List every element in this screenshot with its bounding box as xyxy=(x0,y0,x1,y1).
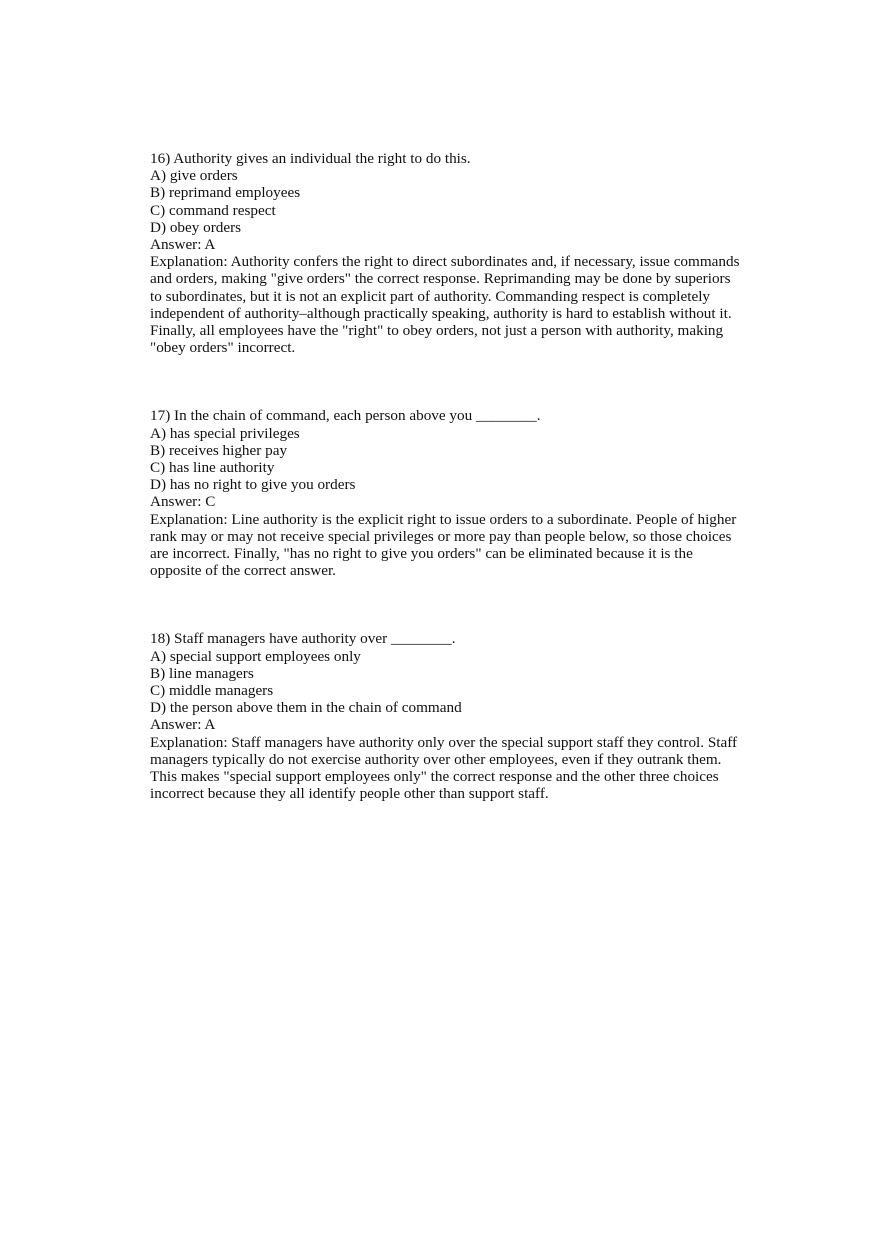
explanation: Explanation: Line authority is the explicit right to issue orders to a subordinate. People of higher rank may or may not receive special privileges or more pay than people below, so those choices are incorrect. Finally, "has no right to give you orders" can be eliminated because it is the opposite of the correct answer. xyxy=(150,510,737,580)
option-a: A) special support employees only xyxy=(150,647,361,665)
option-b: B) reprimand employees xyxy=(150,184,301,202)
option-a: A) has special privileges xyxy=(150,424,300,442)
option-d: D) obey orders xyxy=(150,218,242,236)
question-stem: 17) In the chain of command, each person above you ________. xyxy=(150,407,541,425)
option-c: C) middle managers xyxy=(150,682,274,700)
option-d: D) has no right to give you orders xyxy=(150,476,356,494)
question-18 xyxy=(150,630,740,802)
question-16 xyxy=(150,150,740,356)
option-a: A) give orders xyxy=(150,167,238,185)
question-stem: 16) Authority gives an individual the right to do this. xyxy=(150,150,471,167)
option-d: D) the person above them in the chain of command xyxy=(150,699,462,717)
question-stem: 18) Staff managers have authority over ________. xyxy=(150,630,456,648)
explanation: Explanation: Staff managers have authority only over the special support staff they control. Staff managers typically do not exercise authority over other employees, even if they outrank them. This makes "special support employees only" the correct response and the other three choices incorrect because they all identify people other than support staff. xyxy=(150,733,738,803)
question-17 xyxy=(150,407,740,579)
option-b: B) line managers xyxy=(150,664,254,682)
answer: Answer: A xyxy=(150,236,216,254)
question-list xyxy=(150,150,740,803)
explanation: Explanation: Authority confers the right to direct subordinates and, if necessary, issue commands and orders, making "give orders" the correct response. Reprimanding may be done by superiors to subordinates, but it is not an explicit part of authority. Commanding respect is completely independent of authority–although practically speaking, authority is hard to establish without it. Finally, all employees have the "right" to obey orders, not just a person with authority, making "obey orders" incorrect. xyxy=(150,253,740,357)
answer: Answer: C xyxy=(150,493,216,511)
option-c: C) has line authority xyxy=(150,459,275,477)
option-b: B) receives higher pay xyxy=(150,441,288,459)
answer: Answer: A xyxy=(150,716,216,734)
option-c: C) command respect xyxy=(150,201,276,219)
